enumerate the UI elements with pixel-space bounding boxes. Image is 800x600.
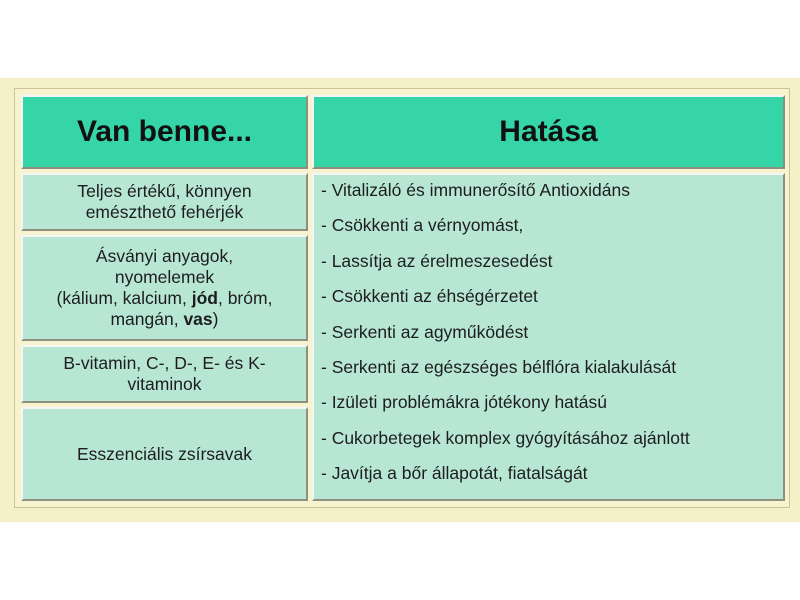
content-fatty-acids-text: Esszenciális zsírsavak — [76, 443, 253, 464]
minerals-line3a: (kálium, kalcium, — [56, 288, 192, 308]
effects-cell — [312, 173, 785, 501]
content-minerals-text — [57, 246, 273, 330]
effect-item: - Cukorbetegek komplex gyógyításához ajánlott — [321, 427, 690, 448]
effect-item: - Csökkenti a vérnyomást, — [321, 215, 524, 236]
content-vitamins-text: B-vitamin, C-, D-, E- és K-vitaminok — [63, 353, 266, 394]
effect-item: - Serkenti az egészséges bélflóra kialakulását — [321, 356, 677, 377]
effect-item: - Izületi problémákra jótékony hatású — [321, 392, 607, 413]
header-contains-label: Van benne... — [76, 115, 253, 148]
content-panel — [0, 78, 800, 522]
minerals-line2: nyomelemek — [114, 267, 215, 287]
effect-item: - Csökkenti az éhségérzetet — [321, 286, 538, 307]
header-effect — [312, 95, 785, 169]
effect-item: - Serkenti az agyműködést — [321, 321, 529, 342]
effect-item: - Lassítja az érelmeszesedést — [321, 250, 553, 271]
content-cell-fatty-acids — [21, 407, 308, 501]
minerals-line3b: , bróm, — [217, 288, 273, 308]
minerals-line4b: ) — [212, 309, 219, 329]
content-cell-vitamins — [21, 345, 308, 403]
minerals-line1: Ásványi anyagok, — [95, 246, 234, 266]
effect-item: - Javítja a bőr állapotát, fiatalságát — [321, 463, 588, 484]
content-protein-text: Teljes értékű, könnyen emészthető fehérjék — [77, 181, 252, 222]
effect-item: - Vitalizáló és immunerősítő Antioxidáns — [321, 180, 630, 200]
nutrition-table — [14, 88, 790, 508]
minerals-iron: vas — [183, 309, 213, 329]
minerals-iodine: jód — [191, 288, 218, 308]
header-contains — [21, 95, 308, 169]
content-cell-protein — [21, 173, 308, 231]
minerals-line4a: mangán, — [110, 309, 184, 329]
header-effect-label: Hatása — [499, 115, 598, 148]
content-cell-minerals — [21, 235, 308, 341]
